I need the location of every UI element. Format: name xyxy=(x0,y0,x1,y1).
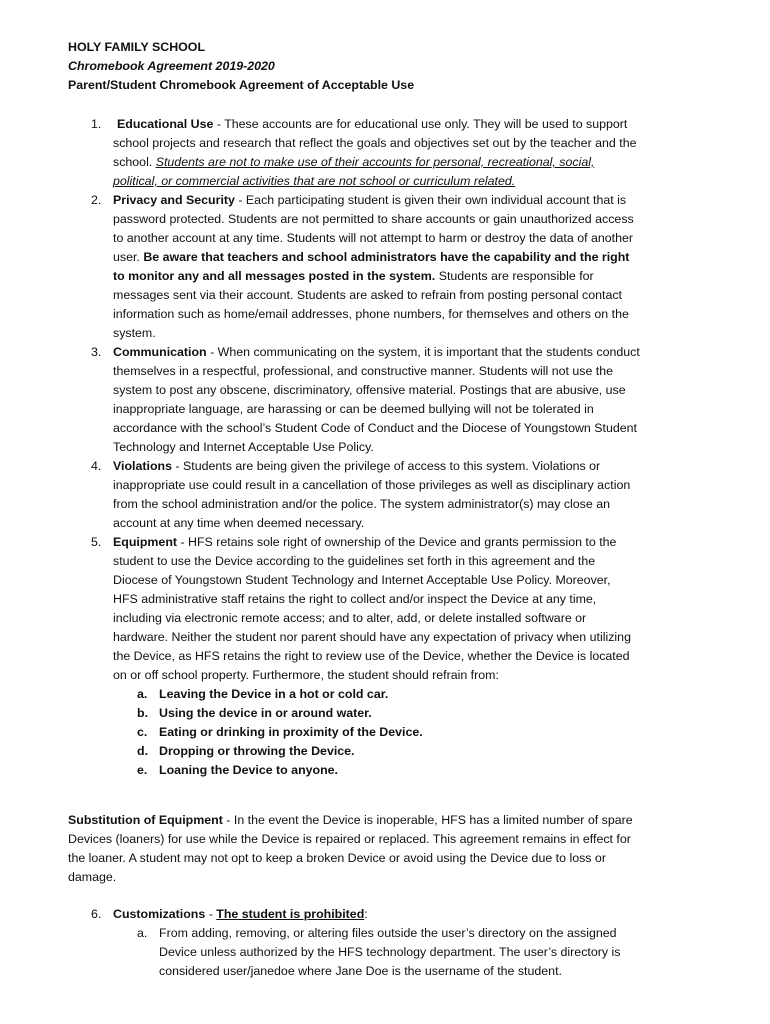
item-3-line-5: accordance with the school’s Student Code of Conduct and the Diocese of Youngstown Student xyxy=(113,421,637,435)
substitution-line-1: Substitution of Equipment - In the event the Device is inoperable, HFS has a limited number of spare xyxy=(68,813,633,827)
item-5-number: 5. xyxy=(91,535,102,549)
item-6-sub-line-2: Device unless authorized by the HFS technology department. The user’s directory is xyxy=(159,945,621,959)
item-6-sub-line-1: From adding, removing, or altering files outside the user’s directory on the assigned xyxy=(159,926,617,940)
item-2-line-3: to another account at any time. Students will not attempt to harm or destroy the data of another xyxy=(113,231,634,245)
item-6-title: Customizations xyxy=(113,907,206,921)
sublist-item: Eating or drinking in proximity of the Device. xyxy=(159,725,423,739)
substitution-line-3: the loaner. A student may not opt to keep a broken Device or avoid using the Device due to loss or xyxy=(68,851,606,865)
item-1-line-3: school. Students are not to make use of their accounts for personal, recreational, social, xyxy=(113,155,595,169)
prohibited-label: The student is prohibited xyxy=(216,907,365,921)
item-6-line-1: Customizations - The student is prohibited: xyxy=(113,907,368,921)
sublist-letter: a. xyxy=(137,687,148,701)
sublist-letter: e. xyxy=(137,763,148,777)
sublist-letter: d. xyxy=(137,744,149,758)
item-1-number: 1. xyxy=(91,117,102,131)
sublist-item: Loaning the Device to anyone. xyxy=(159,763,339,777)
agreement-subtitle: Parent/Student Chromebook Agreement of Acceptable Use xyxy=(68,78,415,92)
item-5-line-8: on or off school property. Furthermore, the student should refrain from: xyxy=(113,668,499,682)
sublist-item: Dropping or throwing the Device. xyxy=(159,744,355,758)
item-5-line-2: student to use the Device according to the guidelines set forth in this agreement and the xyxy=(113,554,596,568)
item-3-line-3: system to post any obscene, discriminatory, offensive material. Postings that are abusive, use xyxy=(113,383,626,397)
sublist-item: Using the device in or around water. xyxy=(159,706,372,720)
item-5-line-7: the Device, as HFS retains the right to review use of the Device, whether the Device is located xyxy=(113,649,630,663)
item-1-line-4: political, or commercial activities that are not school or curriculum related. xyxy=(113,174,516,188)
agreement-title: Chromebook Agreement 2019-2020 xyxy=(68,59,275,73)
item-3-line-6: Technology and Internet Acceptable Use Policy. xyxy=(113,440,374,454)
item-2-line-5: to monitor any and all messages posted in the system. Students are responsible for xyxy=(113,269,594,283)
item-2-line-2: password protected. Students are not permitted to share accounts or gain unauthorized access xyxy=(113,212,634,226)
item-4-line-4: account at any time when deemed necessary. xyxy=(113,516,365,530)
item-2-line-6: messages sent via their account. Students are asked to refrain from posting personal contact xyxy=(113,288,622,302)
item-4-number: 4. xyxy=(91,459,102,473)
item-5-line-6: hardware. Neither the student nor parent should have any expectation of privacy when utilizing xyxy=(113,630,631,644)
item-2-line-4: user. Be aware that teachers and school administrators have the capability and the right xyxy=(113,250,630,264)
item-5-line-4: HFS administrative staff retains the right to collect and/or inspect the Device at any time, xyxy=(113,592,597,606)
item-2-title: Privacy and Security xyxy=(113,193,235,207)
item-4-line-1: Violations - Students are being given the privilege of access to this system. Violations or xyxy=(113,459,601,473)
item-4-line-2: inappropriate use could result in a cancellation of those privileges as well as disciplinary action xyxy=(113,478,631,492)
item-1-emphasis: Students are not to make use of their accounts for personal, recreational, social, xyxy=(155,155,595,169)
item-1-line-1: Educational Use - These accounts are for educational use only. They will be used to support xyxy=(117,117,628,131)
item-5-line-1: Equipment - HFS retains sole right of ownership of the Device and grants permission to the xyxy=(113,535,617,549)
substitution-title: Substitution of Equipment xyxy=(68,813,223,827)
item-3-title: Communication xyxy=(113,345,207,359)
item-1-line-2: school projects and research that reflect the goals and objectives set out by the teacher and the xyxy=(113,136,637,150)
item-6-sub-line-3: considered user/janedoe where Jane Doe is the username of the student. xyxy=(159,964,562,978)
school-name: HOLY FAMILY SCHOOL xyxy=(68,40,206,54)
item-4-line-3: from the school administration and/or the police. The system administrator(s) may close an xyxy=(113,497,610,511)
item-3-line-1: Communication - When communicating on the system, it is important that the students conduct xyxy=(113,345,640,359)
substitution-line-4: damage. xyxy=(68,870,117,884)
item-2-line-1: Privacy and Security - Each participating student is given their own individual account that is xyxy=(113,193,627,207)
item-6-sub-letter: a. xyxy=(137,926,148,940)
item-2-line-8: system. xyxy=(113,326,156,340)
sublist-letter: b. xyxy=(137,706,149,720)
item-2-bold-notice: Be aware that teachers and school administrators have the capability and the right xyxy=(143,250,630,264)
item-5-line-3: Diocese of Youngstown Student Technology and Internet Acceptable Use Policy. Moreover, xyxy=(113,573,611,587)
item-2-number: 2. xyxy=(91,193,102,207)
sublist-letter: c. xyxy=(137,725,148,739)
sublist-item: Leaving the Device in a hot or cold car. xyxy=(159,687,389,701)
substitution-line-2: Devices (loaners) for use while the Device is repaired or replaced. This agreement remains in effect for xyxy=(68,832,631,846)
item-2-line-7: information such as home/email addresses, phone numbers, for themselves and others on the xyxy=(113,307,629,321)
item-1-title: Educational Use xyxy=(117,117,214,131)
item-3-line-2: themselves in a respectful, professional, and constructive manner. Students will not use the xyxy=(113,364,614,378)
item-3-line-4: inappropriate language, are harassing or can be deemed bullying will not be tolerated in xyxy=(113,402,594,416)
item-3-number: 3. xyxy=(91,345,102,359)
item-4-title: Violations xyxy=(113,459,172,473)
item-6-number: 6. xyxy=(91,907,102,921)
item-5-title: Equipment xyxy=(113,535,178,549)
item-5-line-5: including via electronic remote access; and to alter, add, or delete installed software or xyxy=(113,611,587,625)
